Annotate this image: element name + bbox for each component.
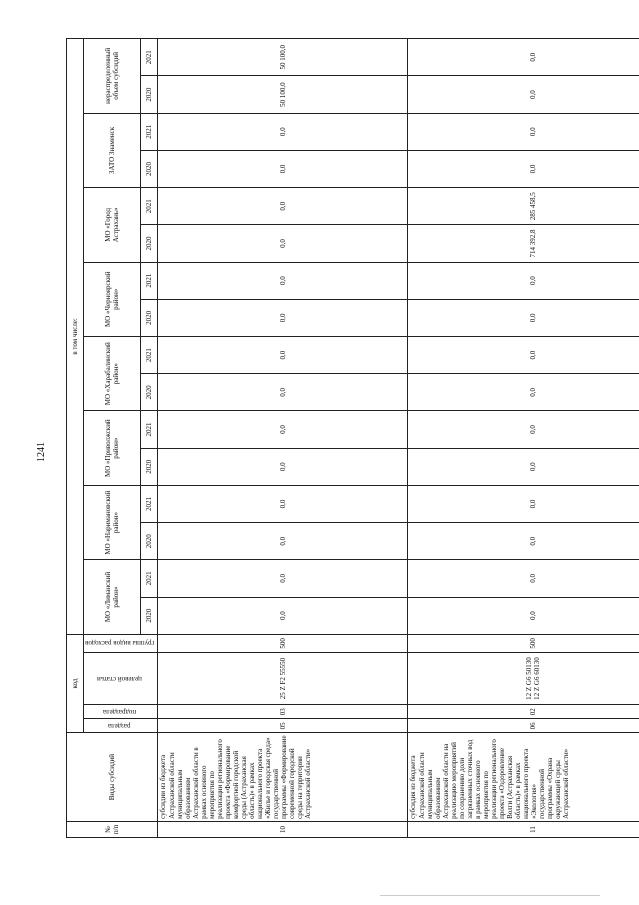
- header-mo-chernoyarsky: МО «Черноярский район»: [84, 262, 141, 336]
- footer-rule: [380, 895, 600, 896]
- value-cell: 50 100,0: [158, 76, 408, 113]
- value-cell: 50 100,0: [158, 39, 408, 76]
- value-cell: 0,0: [158, 485, 408, 522]
- year-header: 2020: [141, 374, 158, 411]
- value-cell: 0,0: [158, 225, 408, 262]
- value-cell: 0,0: [408, 337, 639, 374]
- podrazdela-code: 02: [408, 705, 639, 719]
- value-cell: 0,0: [408, 262, 639, 299]
- value-cell: 0,0: [408, 76, 639, 113]
- year-header: 2020: [141, 448, 158, 485]
- year-header: 2021: [141, 411, 158, 448]
- subsidy-table: [66, 38, 639, 838]
- value-cell: 0,0: [408, 485, 639, 522]
- razdela-code: 05: [158, 719, 408, 733]
- value-cell: 0,0: [408, 411, 639, 448]
- rotated-table-container: [66, 38, 626, 838]
- podrazdela-code: 03: [158, 705, 408, 719]
- header-podrazdela: подраздела: [84, 705, 158, 719]
- value-cell: 0,0: [158, 448, 408, 485]
- table-row: [158, 39, 408, 838]
- year-header: 2020: [141, 225, 158, 262]
- header-kod: код: [67, 634, 84, 733]
- value-cell: 0,0: [158, 262, 408, 299]
- value-cell: 0,0: [408, 150, 639, 187]
- value-cell: 0,0: [158, 411, 408, 448]
- year-header: 2020: [141, 76, 158, 113]
- header-celevoy: целевой статьи: [84, 652, 158, 704]
- value-cell: 0,0: [408, 448, 639, 485]
- value-cell: 0,0: [158, 560, 408, 597]
- header-mo-privolzhsky: МО «Приволжский район»: [84, 411, 141, 485]
- row-num: 11: [408, 821, 639, 837]
- year-header: 2021: [141, 337, 158, 374]
- header-num: № п/п: [67, 821, 158, 837]
- value-cell: 0,0: [408, 113, 639, 150]
- header-v-tom-chisle: в том числе:: [67, 39, 84, 635]
- celevoy-code: 25 Z F2 55550: [158, 652, 408, 704]
- header-razdela: раздела: [84, 719, 158, 733]
- value-cell: 0,0: [158, 188, 408, 225]
- value-cell: 285 458,5: [408, 188, 639, 225]
- header-zato-znamensk: ЗАТО Знаменск: [84, 113, 141, 187]
- year-header: 2021: [141, 560, 158, 597]
- value-cell: 0,0: [408, 39, 639, 76]
- value-cell: 0,0: [158, 597, 408, 634]
- gruppy-code: 500: [408, 634, 639, 652]
- year-header: 2021: [141, 113, 158, 150]
- value-cell: 0,0: [158, 523, 408, 560]
- subsidy-name: субсидии из бюджета Астраханской области муниципальным образованиям Астраханской области в рамках основного мероприятия по реализации регионального проекта «Формирование комфортной городской среды (Астраханская область)» в рамках национального проекта «Жилье и городская среда» государственной программы «Формирование современной городской среды на территории Астраханской области»: [158, 733, 408, 822]
- value-cell: 714 392,8: [408, 225, 639, 262]
- year-header: 2021: [141, 188, 158, 225]
- value-cell: 0,0: [408, 560, 639, 597]
- header-mo-limansky: МО «Лиманский район»: [84, 560, 141, 634]
- header-mo-astrakhan: МО «Город Астрахань»: [84, 188, 141, 262]
- year-header: 2021: [141, 262, 158, 299]
- razdela-code: 06: [408, 719, 639, 733]
- value-cell: 0,0: [408, 374, 639, 411]
- header-name: Виды субсидий: [67, 733, 158, 822]
- value-cell: 0,0: [158, 374, 408, 411]
- header-mo-kharabalinsky: МО «Харабалинский район»: [84, 337, 141, 411]
- year-header: 2020: [141, 299, 158, 336]
- value-cell: 0,0: [158, 299, 408, 336]
- gruppy-code: 500: [158, 634, 408, 652]
- year-header: 2020: [141, 523, 158, 560]
- year-header: 2020: [141, 597, 158, 634]
- value-cell: 0,0: [408, 299, 639, 336]
- value-cell: 0,0: [408, 523, 639, 560]
- year-header: 2021: [141, 485, 158, 522]
- row-num: 10: [158, 821, 408, 837]
- table-row: [408, 39, 639, 838]
- value-cell: 0,0: [158, 150, 408, 187]
- header-mo-narimanovsky: МО «Наримановский район»: [84, 485, 141, 559]
- page-number: 1241: [36, 442, 47, 462]
- header-unallocated: нераспределенный объем субсидий: [84, 39, 141, 114]
- value-cell: 0,0: [158, 113, 408, 150]
- year-header: 2020: [141, 150, 158, 187]
- celevoy-code: 12 Z G6 50130 12 Z G6 60130: [408, 652, 639, 704]
- value-cell: 0,0: [408, 597, 639, 634]
- value-cell: 0,0: [158, 337, 408, 374]
- subsidy-name: субсидия из бюджета Астраханской области муниципальным образованиям Астраханской области на реализацию мероприятий по сохранению доли загрязненных сточных вод в рамках основного мероприятия по реализации регионального проекта «Оздоровление Волги (Астраханская область)» в рамках национального проекта «Экология» государственной программы «Охрана окружающей среды Астраханской области»: [408, 733, 639, 822]
- header-gruppy: группы видов расходов: [84, 634, 158, 652]
- year-header: 2021: [141, 39, 158, 76]
